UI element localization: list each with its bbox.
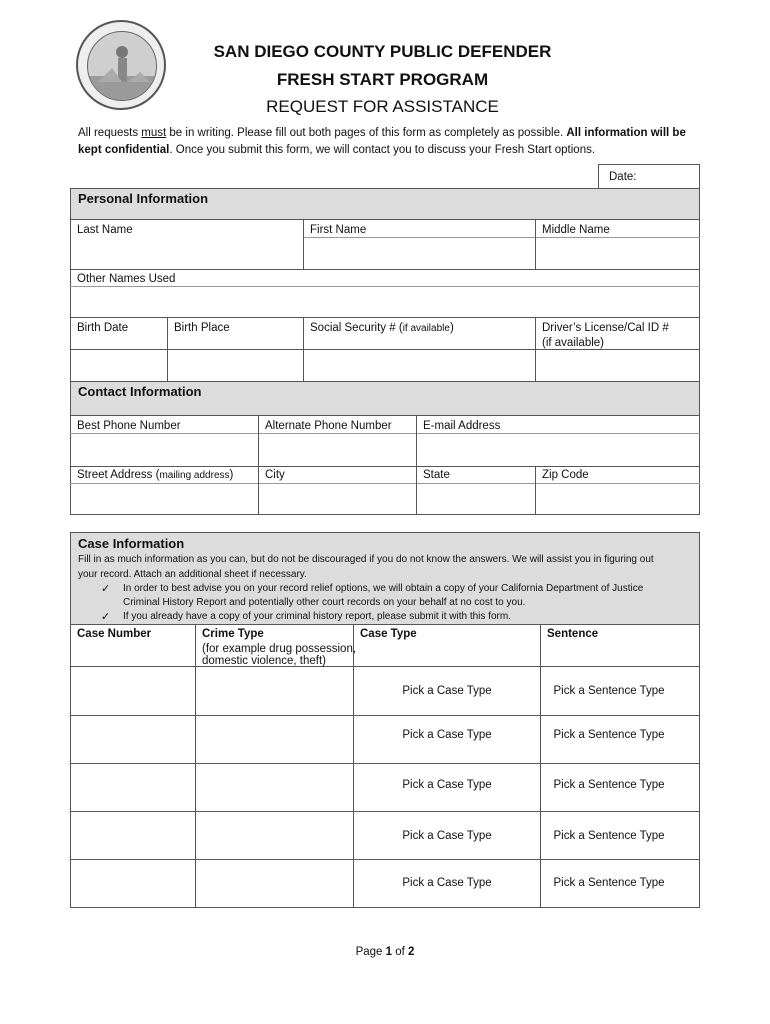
crime-type-field[interactable] xyxy=(196,667,352,714)
contact-section-header: Contact Information xyxy=(70,381,700,416)
case-section-title: Case Information xyxy=(78,536,185,551)
crime-type-field[interactable] xyxy=(196,812,352,858)
col-sentence: Sentence xyxy=(547,628,599,640)
sentence-type-dropdown[interactable]: Pick a Sentence Type xyxy=(553,729,665,741)
drivers-license-hint: (if available) xyxy=(542,337,604,349)
case-desc-1: Fill in as much information as you can, but do not be discouraged if you do not know the answers. We will assist you in figuring out xyxy=(78,554,654,565)
header-line-1: SAN DIEGO COUNTY PUBLIC DEFENDER xyxy=(213,42,552,61)
col-crime-hint-2: domestic violence, theft) xyxy=(202,655,327,667)
drivers-license-field[interactable] xyxy=(536,350,699,381)
drivers-license-label: Driver’s License/Cal ID # xyxy=(542,322,669,334)
birth-place-label: Birth Place xyxy=(174,322,230,334)
personal-section-header: Personal Information xyxy=(70,188,700,220)
email-field[interactable] xyxy=(417,434,699,465)
best-phone-field[interactable] xyxy=(71,434,257,465)
case-note-1a: In order to best advise you on your record relief options, we will obtain a copy of your California Department of Justice xyxy=(123,583,644,594)
page-number: Page 1 of 2 xyxy=(355,946,415,958)
sentence-type-dropdown[interactable]: Pick a Sentence Type xyxy=(553,779,665,791)
state-label: State xyxy=(423,469,450,481)
birth-place-field[interactable] xyxy=(168,350,302,381)
other-names-field[interactable] xyxy=(71,287,699,316)
last-name-field[interactable] xyxy=(71,238,302,268)
city-field[interactable] xyxy=(259,484,415,514)
email-label: E-mail Address xyxy=(423,420,501,432)
crime-type-field[interactable] xyxy=(196,860,352,907)
case-note-1b: Criminal History Report and potentially other court records on your behalf at no cost to you. xyxy=(123,597,526,608)
case-number-field[interactable] xyxy=(71,764,194,810)
best-phone-label: Best Phone Number xyxy=(77,420,181,432)
col-case-type: Case Type xyxy=(360,628,417,640)
city-label: City xyxy=(265,469,285,481)
middle-name-label: Middle Name xyxy=(542,224,610,236)
ssn-field[interactable] xyxy=(304,350,534,381)
case-number-field[interactable] xyxy=(71,860,194,907)
col-case-number: Case Number xyxy=(77,628,152,640)
case-section-header xyxy=(70,532,700,625)
birth-date-label: Birth Date xyxy=(77,322,129,334)
zip-label: Zip Code xyxy=(542,469,589,481)
case-type-dropdown[interactable]: Pick a Case Type xyxy=(402,877,492,889)
first-name-field[interactable] xyxy=(304,238,534,268)
intro-paragraph: All requests must be in writing. Please fill out both pages of this form as completely as possible. All information will be kept confidential. Once you submit this form, we will contact you to discuss your Fresh Start options. xyxy=(78,127,686,156)
sentence-type-dropdown[interactable]: Pick a Sentence Type xyxy=(553,830,665,842)
crime-type-field[interactable] xyxy=(196,764,352,810)
alt-phone-field[interactable] xyxy=(259,434,415,465)
last-name-label: Last Name xyxy=(77,224,133,236)
zip-field[interactable] xyxy=(536,484,699,514)
header-line-2: FRESH START PROGRAM xyxy=(276,70,489,89)
case-type-dropdown[interactable]: Pick a Case Type xyxy=(402,830,492,842)
alt-phone-label: Alternate Phone Number xyxy=(265,420,392,432)
case-type-dropdown[interactable]: Pick a Case Type xyxy=(402,729,492,741)
col-crime-hint-1: (for example drug possession, xyxy=(202,643,357,655)
header-line-3: REQUEST FOR ASSISTANCE xyxy=(266,97,499,116)
street-label: Street Address (mailing address) xyxy=(77,469,234,481)
state-field[interactable] xyxy=(417,484,534,514)
middle-name-field[interactable] xyxy=(536,238,699,268)
sentence-type-dropdown[interactable]: Pick a Sentence Type xyxy=(553,685,665,697)
case-number-field[interactable] xyxy=(71,667,194,714)
first-name-label: First Name xyxy=(310,224,367,236)
checkmark-icon: ✓ xyxy=(101,583,111,595)
seal-figure xyxy=(87,31,157,101)
other-names-label: Other Names Used xyxy=(77,273,176,285)
ssn-label: Social Security # (if available) xyxy=(310,322,454,334)
date-field[interactable] xyxy=(598,164,700,189)
date-label: Date: xyxy=(609,171,637,183)
case-desc-2: your record. Attach an additional sheet if necessary. xyxy=(78,569,307,580)
sentence-type-dropdown[interactable]: Pick a Sentence Type xyxy=(553,877,665,889)
crime-type-field[interactable] xyxy=(196,716,352,762)
case-note-2: If you already have a copy of your criminal history report, please submit it with this form. xyxy=(123,611,511,622)
street-field[interactable] xyxy=(71,484,257,514)
case-number-field[interactable] xyxy=(71,812,194,858)
case-type-dropdown[interactable]: Pick a Case Type xyxy=(402,779,492,791)
checkmark-icon: ✓ xyxy=(101,611,111,623)
county-seal-icon xyxy=(76,20,166,110)
col-crime-type: Crime Type xyxy=(202,628,264,640)
birth-date-field[interactable] xyxy=(71,350,166,381)
case-number-field[interactable] xyxy=(71,716,194,762)
case-type-dropdown[interactable]: Pick a Case Type xyxy=(402,685,492,697)
